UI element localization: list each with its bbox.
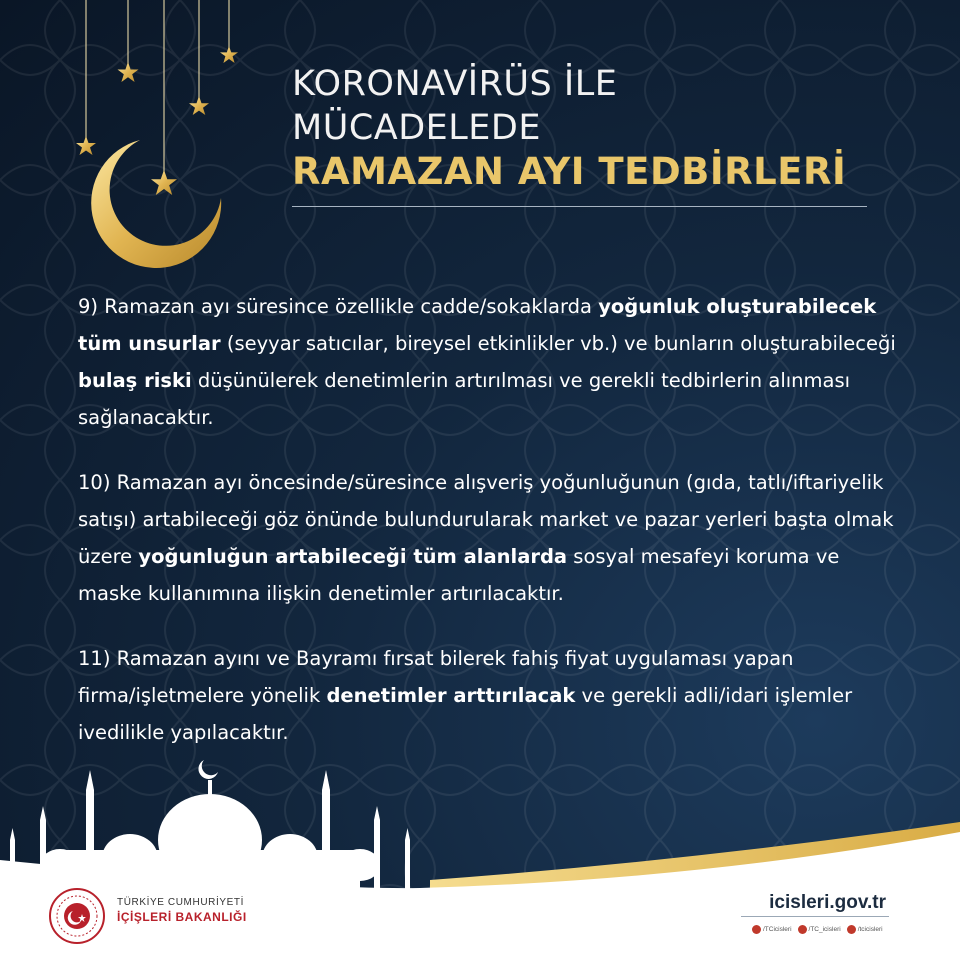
measure-item-10 xyxy=(78,464,908,612)
title-line-1: KORONAVİRÜS İLE xyxy=(292,64,618,104)
measure-item-11 xyxy=(78,640,908,751)
instagram-icon xyxy=(847,925,856,934)
title-line-3: RAMAZAN AYI TEDBİRLERİ xyxy=(292,150,847,193)
social-links xyxy=(752,925,883,934)
measure-text: 11) Ramazan ayını ve Bayramı fırsat bilerek fahiş fiyat uygulaması yapan firma/işletmelere yönelik xyxy=(78,647,794,707)
website-divider xyxy=(741,916,889,917)
ministry-seal-icon xyxy=(48,887,106,945)
measure-highlight: yoğunluk oluşturabilecek tüm unsurlar xyxy=(78,295,877,355)
website-link[interactable]: icisleri.gov.tr xyxy=(769,892,886,913)
star-icon xyxy=(151,170,177,195)
facebook-icon xyxy=(752,925,761,934)
crescent-moon-icon xyxy=(91,140,221,268)
measure-text: ve gerekli adli/idari işlemler ivedilikle yapılacaktır. xyxy=(78,684,853,744)
title-line-2: MÜCADELEDE xyxy=(292,108,541,148)
social-link-facebook[interactable] xyxy=(752,925,792,934)
measure-text: 10) Ramazan ayı öncesinde/süresince alışveriş yoğunluğunun (gıda, tatlı/iftariyelik satışı) artabileceği göz önünde bulundurularak market ve pazar yerleri başta olmak üzere xyxy=(78,471,894,568)
measure-text: sosyal mesafeyi koruma ve maske kullanımına ilişkin denetimler artırılacaktır. xyxy=(78,545,840,605)
star-icon xyxy=(220,46,238,63)
social-link-twitter[interactable] xyxy=(798,925,841,934)
social-handle: /tcicisleri xyxy=(857,926,883,933)
social-handle: /TC_icisleri xyxy=(808,926,841,933)
measures-list xyxy=(78,288,908,779)
ministry-name-line-2: İÇİŞLERİ BAKANLIĞI xyxy=(117,910,247,924)
measure-item-9 xyxy=(78,288,908,436)
social-link-instagram[interactable] xyxy=(847,925,883,934)
star-icon xyxy=(76,136,96,155)
star-icon xyxy=(189,96,209,115)
title-divider xyxy=(292,206,867,207)
title-block xyxy=(292,62,872,194)
ministry-name-line-1: TÜRKİYE CUMHURİYETİ xyxy=(117,897,244,908)
star-icon xyxy=(118,62,139,82)
measure-text: (seyyar satıcılar, bireysel etkinlikler vb.) ve bunların oluşturabileceği xyxy=(220,332,896,355)
ministry-name xyxy=(117,897,247,924)
measure-highlight: bulaş riski xyxy=(78,369,192,392)
social-handle: /TCicisleri xyxy=(763,926,792,933)
measure-text: 9) Ramazan ayı süresince özellikle cadde/sokaklarda xyxy=(78,295,599,318)
measure-text: düşünülerek denetimlerin artırılması ve gerekli tedbirlerin alınması sağlanacaktır. xyxy=(78,369,851,429)
measure-highlight: denetimler arttırılacak xyxy=(326,684,576,707)
twitter-icon xyxy=(798,925,807,934)
measure-highlight: yoğunluğun artabileceği tüm alanlarda xyxy=(138,545,568,568)
